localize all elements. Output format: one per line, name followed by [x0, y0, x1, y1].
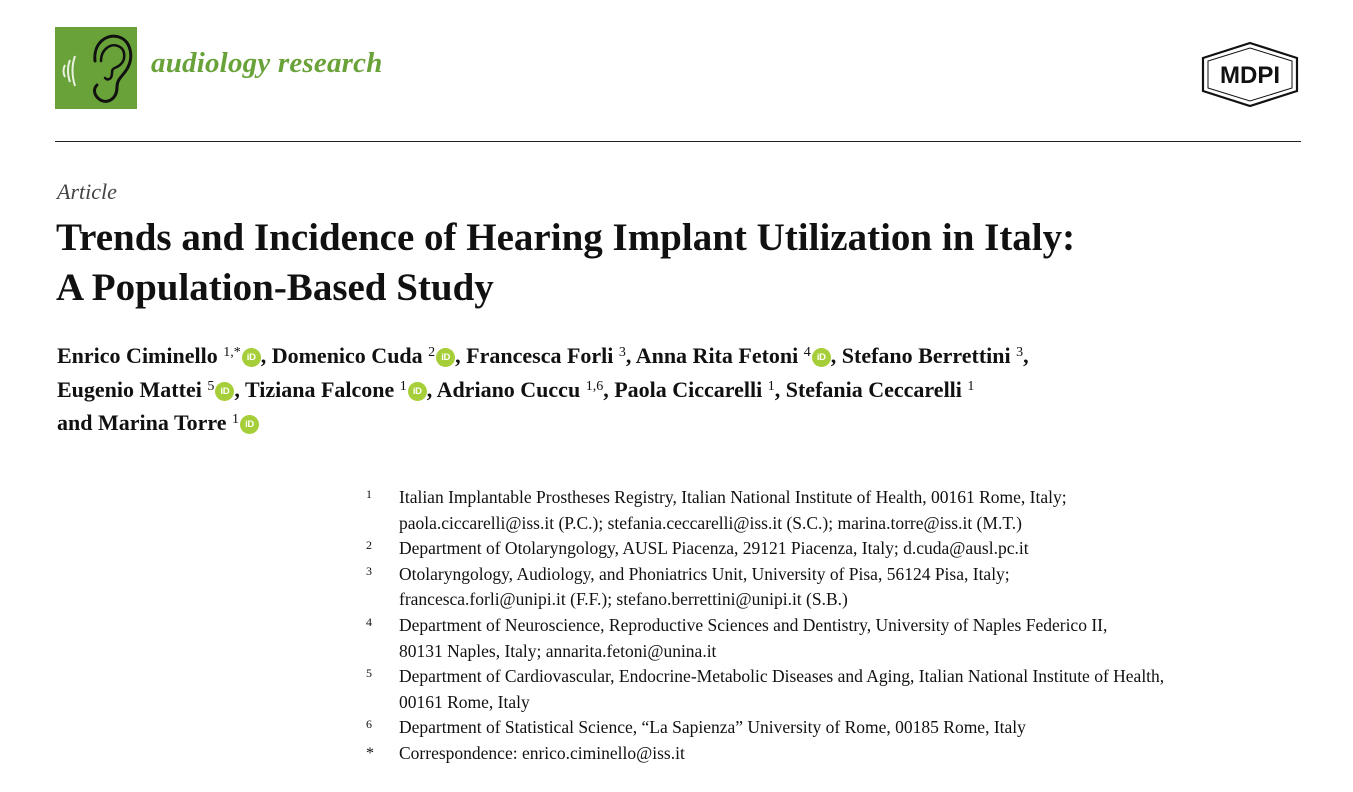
affiliation-text: Italian Implantable Prostheses Registry, Italian National Institute of Health, 00161 Rome, Italy;	[399, 487, 1067, 507]
author-separator: ,	[830, 343, 842, 368]
affiliation-text: Otolaryngology, Audiology, and Phoniatrics Unit, University of Pisa, 56124 Pisa, Italy;	[399, 563, 1010, 584]
article-title	[56, 213, 1296, 313]
article-title-line: Trends and Incidence of Hearing Implant Utilization in Italy:	[56, 216, 1076, 259]
orcid-icon[interactable]: iD	[408, 382, 427, 401]
author-name: Enrico Ciminello	[57, 343, 218, 368]
author-affiliation-marker: 1,6	[585, 378, 604, 394]
author-separator: ,	[774, 376, 786, 402]
affiliation-text: paola.ciccarelli@iss.it (P.C.); stefania.ceccarelli@iss.it (S.C.); marina.torre@iss.it (M.T.)	[399, 512, 1022, 533]
author-separator: ,	[260, 343, 272, 368]
author-name: and Marina Torre	[57, 410, 227, 435]
affiliation-text: Department of Otolaryngology, AUSL Piacenza, 29121 Piacenza, Italy; d.cuda@ausl.pc.it	[399, 538, 1029, 559]
affiliation-item	[364, 613, 1309, 664]
affiliation-marker: 6	[366, 717, 372, 732]
author-separator: ,	[625, 343, 636, 368]
orcid-icon[interactable]: iD	[240, 415, 259, 434]
header-divider	[55, 141, 1301, 142]
mdpi-logo[interactable]	[1199, 41, 1301, 107]
orcid-icon[interactable]: iD	[812, 348, 831, 367]
correspondence-text: Correspondence: enrico.ciminello@iss.it	[399, 742, 685, 763]
article-type: Article	[57, 179, 117, 204]
article-title-line: A Population-Based Study	[56, 266, 494, 309]
author-name: Adriano Cuccu	[436, 376, 581, 402]
affiliation-item	[364, 485, 1309, 536]
author-separator: ,	[426, 376, 437, 402]
author-name: Domenico Cuda	[271, 343, 423, 368]
mdpi-hexagon-icon	[1199, 41, 1301, 107]
affiliation-text: Department of Cardiovascular, Endocrine-Metabolic Diseases and Aging, Italian National Institute of Health,	[399, 666, 1165, 687]
ear-icon	[55, 27, 137, 109]
affiliation-text: 80131 Naples, Italy; annarita.fetoni@unina.it	[399, 640, 717, 661]
author-separator: ,	[234, 376, 245, 402]
correspondence-item	[364, 741, 1309, 767]
author-line	[57, 339, 1297, 373]
author-separator: ,	[455, 343, 467, 368]
affiliation-marker: 5	[366, 666, 372, 681]
mdpi-logo-text: MDPI	[1220, 62, 1280, 89]
affiliation-item	[364, 536, 1309, 562]
author-name: Tiziana Falcone	[244, 376, 395, 402]
journal-header	[55, 27, 1301, 109]
affiliation-item	[364, 664, 1309, 715]
affiliation-marker: 1	[366, 487, 372, 501]
author-line	[57, 373, 1297, 407]
orcid-icon[interactable]: iD	[242, 348, 261, 367]
affiliation-text: 00161 Rome, Italy	[399, 691, 530, 712]
author-name: Stefania Ceccarelli	[785, 376, 962, 402]
author-line	[57, 406, 1297, 440]
author-name: Francesca Forli	[466, 343, 614, 368]
affiliation-marker: 3	[366, 563, 372, 578]
author-affiliation-marker: 2	[428, 345, 436, 360]
author-affiliation-marker: 1	[967, 378, 975, 394]
author-affiliation-marker: 4	[803, 345, 811, 360]
affiliation-text: Department of Neuroscience, Reproductive Sciences and Dentistry, University of Naples Federico II,	[399, 614, 1108, 635]
author-affiliation-marker: 3	[1016, 345, 1024, 360]
author-list	[57, 339, 1297, 440]
author-name: Eugenio Mattei	[57, 376, 202, 402]
affiliation-item	[364, 715, 1309, 741]
affiliation-marker: 2	[366, 538, 372, 553]
author-affiliation-marker: 1	[767, 378, 775, 394]
orcid-icon[interactable]: iD	[215, 382, 234, 401]
author-affiliation-marker: 1	[399, 378, 407, 394]
author-name: Anna Rita Fetoni	[635, 343, 799, 368]
author-separator: ,	[603, 376, 615, 402]
author-affiliation-marker: 5	[207, 378, 215, 394]
author-affiliation-marker: 3	[618, 345, 626, 360]
affiliation-list	[364, 485, 1309, 767]
affiliation-text: francesca.forli@unipi.it (F.F.); stefano.berrettini@unipi.it (S.B.)	[399, 589, 848, 610]
author-separator: ,	[1023, 343, 1029, 368]
affiliation-text: Department of Statistical Science, “La Sapienza” University of Rome, 00185 Rome, Italy	[399, 717, 1026, 738]
orcid-icon[interactable]: iD	[436, 348, 455, 367]
affiliation-item	[364, 562, 1309, 613]
author-affiliation-marker: 1	[232, 412, 240, 427]
correspondence-marker: *	[366, 744, 374, 762]
journal-name[interactable]: audiology research	[151, 47, 383, 79]
author-affiliation-marker: 1,*	[223, 345, 241, 360]
affiliation-marker: 4	[366, 614, 372, 629]
author-name: Stefano Berrettini	[841, 343, 1011, 368]
author-name: Paola Ciccarelli	[614, 376, 763, 402]
journal-logo[interactable]	[55, 27, 137, 109]
